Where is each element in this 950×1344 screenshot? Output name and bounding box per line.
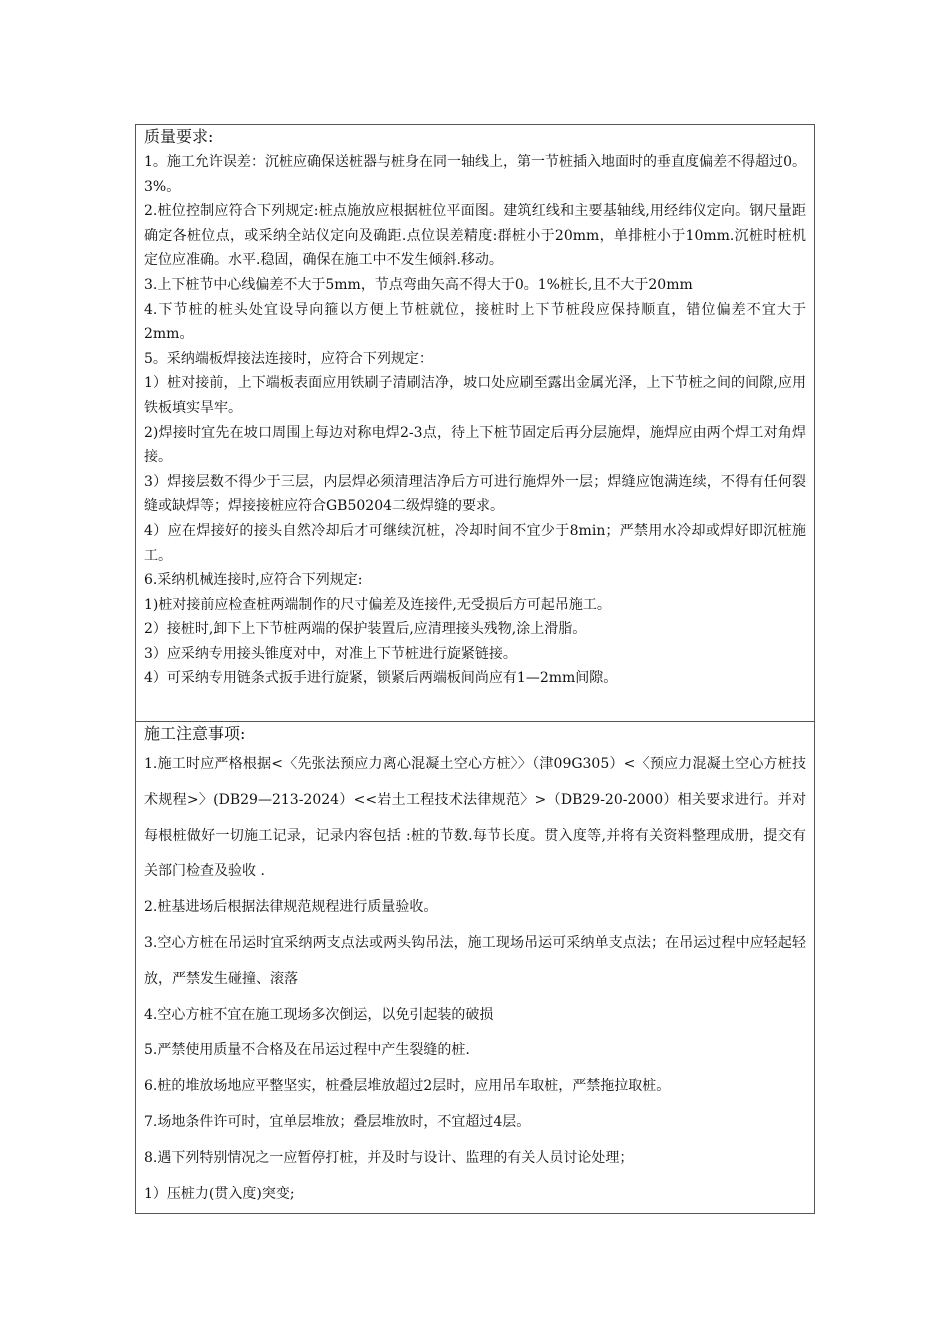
notes-item: 1.施工时应严格根据<〈先张法预应力离心混凝土空心方桩〉〉（津09G305）<〈预应力混凝土空心方桩技术规程>〉(DB29—213-2024）<<岩土工程技术法律规范〉>（DB29-20-2000）相关要求进行。并对每根桩做好一切施工记录，记录内容包括 :桩的节数.每节长度。贯入度等,并将有关资料整理成册，提交有关部门检查及验收 . xyxy=(144,756,806,880)
quality-item: 3）焊接层数不得少于三层，内层焊必须清理洁净后方可进行施焊外一层；焊缝应饱满连续，不得有任何裂缝或缺焊等；焊接接桩应符合GB50204二级焊缝的要求。 xyxy=(144,473,806,515)
notes-item: 2.桩基进场后根据法律规范规程进行质量验收。 xyxy=(144,899,438,916)
notes-item: 6.桩的堆放场地应平整坚实，桩叠层堆放超过2层时，应用吊车取桩，严禁拖拉取桩。 xyxy=(144,1078,671,1095)
notes-heading: 施工注意事项: xyxy=(144,724,246,743)
quality-item: 6.采纳机械连接时,应符合下列规定: xyxy=(144,572,363,589)
quality-item: 2.桩位控制应符合下列规定:桩点施放应根据桩位平面图。建筑红线和主要基轴线,用经纬仪定向。钢尺量距确定各桩位点，或采纳全站仪定向及确距.点位误差精度:群桩小于20mm，单排桩小于10mm.沉桩时桩机定位应准确。水平.稳固，确保在施工中不发生倾斜.移动。 xyxy=(144,203,806,269)
notes-item: 1）压桩力(贯入度)突变; xyxy=(144,1185,295,1202)
notes-item: 4.空心方桩不宜在施工现场多次倒运，以免引起装的破损 xyxy=(144,1006,494,1023)
quality-item: 2)焊接时宜先在坡口周围上每边对称电焊2-3点，待上下桩节固定后再分层施焊，施焊应由两个焊工对角焊接。 xyxy=(144,424,806,466)
quality-item: 3）应采纳专用接头锥度对中，对准上下节桩进行旋紧链接。 xyxy=(144,645,517,662)
notes-item: 8.遇下列特别情况之一应暂停打桩，并及时与设计、监理的有关人员讨论处理； xyxy=(144,1149,634,1166)
quality-heading: 质量要求: xyxy=(144,127,214,146)
quality-item: 1)桩对接前应检查桩两端制作的尺寸偏差及连接件,无受损后方可起吊施工。 xyxy=(144,596,611,613)
document-table xyxy=(135,124,815,1214)
quality-item: 4）应在焊接好的接头自然冷却后才可继续沉桩，冷却时间不宜少于8min；严禁用水冷却或焊好即沉桩施工。 xyxy=(144,522,806,564)
notes-item: 5.严禁使用质量不合格及在吊运过程中产生裂缝的桩. xyxy=(144,1042,470,1059)
quality-item: 5。采纳端板焊接法连接时，应符合下列规定： xyxy=(144,350,433,367)
quality-item: 4.下节桩的桩头处宜设导向箍以方便上节桩就位，接桩时上下节桩段应保持顺直，错位偏差不宜大于2mm。 xyxy=(144,301,806,343)
construction-notes-section xyxy=(136,722,814,1213)
quality-item: 4）可采纳专用链条式扳手进行旋紧，锁紧后两端板间尚应有1—2mm间隙。 xyxy=(144,670,618,687)
quality-item: 1。施工允许误差：沉桩应确保送桩器与桩身在同一轴线上，第一节桩插入地面时的垂直度偏差不得超过0。3%。 xyxy=(144,154,806,195)
quality-requirements-section xyxy=(136,125,814,722)
quality-item: 2）接桩时,卸下上下节桩两端的保护装置后,应清理接头残物,涂上滑脂。 xyxy=(144,621,587,638)
quality-item: 1）桩对接前，上下端板表面应用铁刷子清刷洁净，坡口处应刷至露出金属光泽，上下节桩之间的间隙,应用铁板填实旱牢。 xyxy=(144,375,806,416)
notes-item: 3.空心方桩在吊运时宜采纳两支点法或两头钩吊法，施工现场吊运可采纳单支点法；在吊运过程中应轻起轻放，严禁发生碰撞、滚落 xyxy=(144,934,806,987)
quality-item: 3.上下桩节中心线偏差不大于5mm，节点弯曲矢高不得大于0。1%桩长,且不大于20mm xyxy=(144,276,693,293)
notes-item: 7.场地条件许可时，宜单层堆放；叠层堆放时，不宜超过4层。 xyxy=(144,1113,531,1130)
